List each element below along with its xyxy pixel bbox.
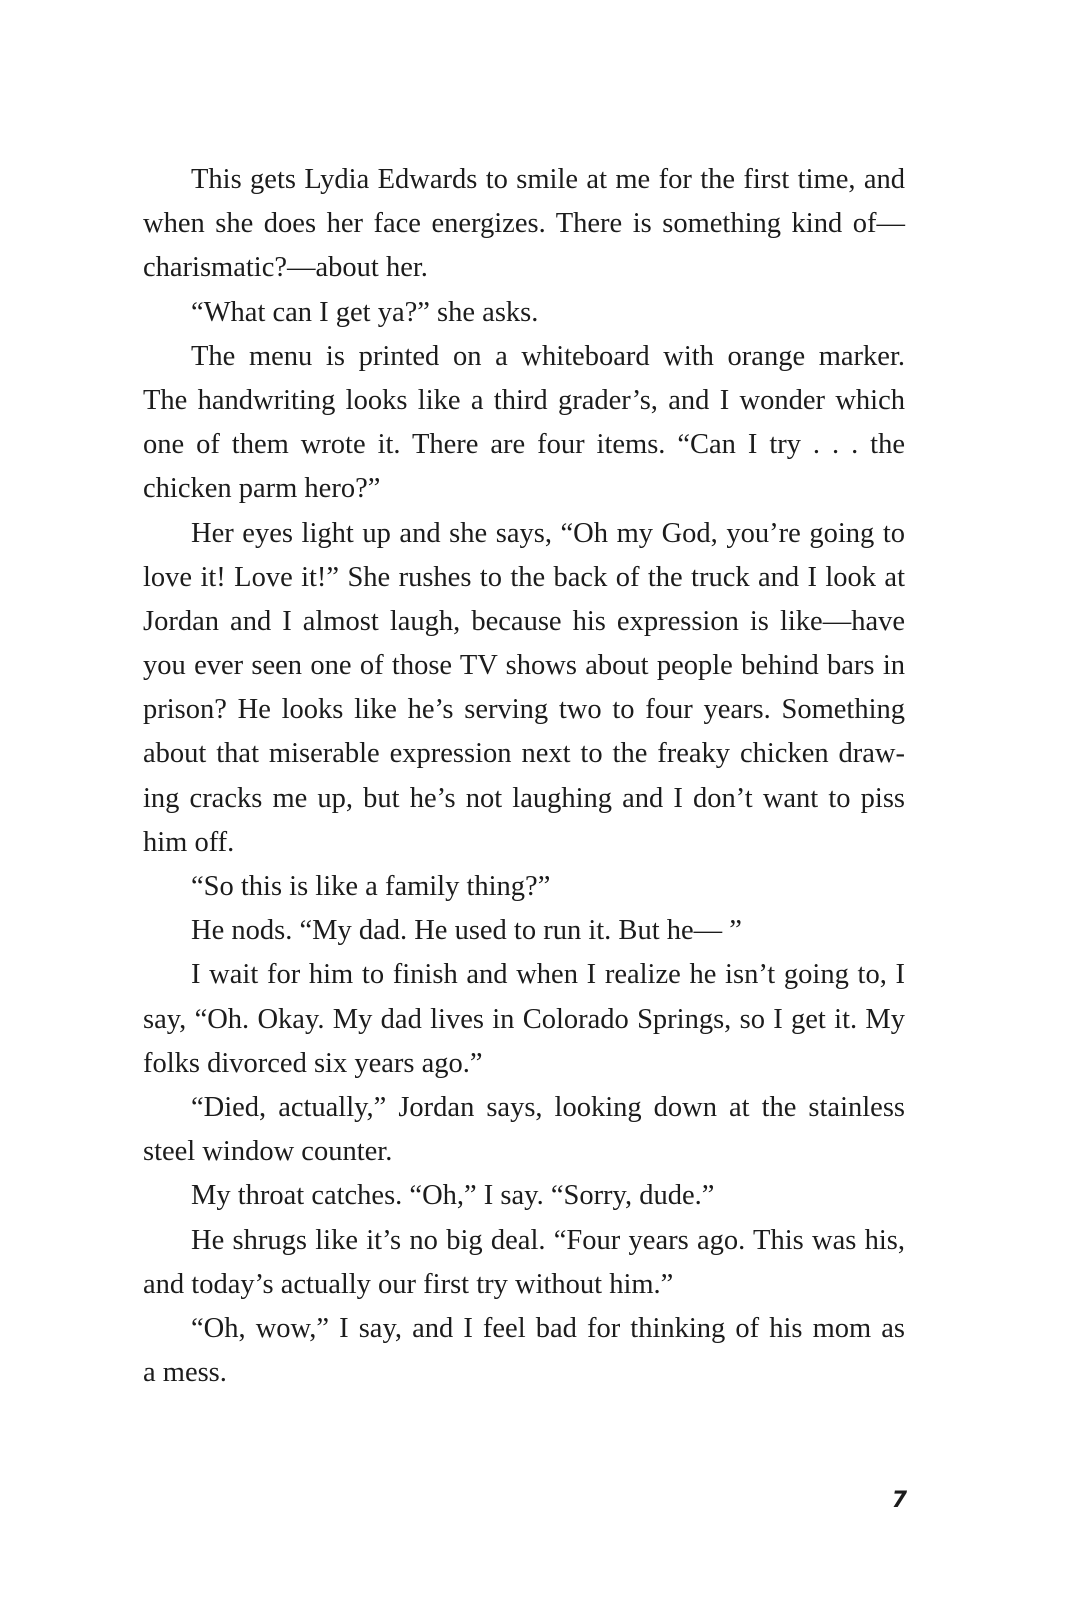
text-line: one of them wrote it. There are four items. “Can I try . . . the bbox=[143, 429, 905, 461]
text-line: prison? He looks like he’s serving two to four years. Something bbox=[143, 694, 905, 726]
text-line: ing cracks me up, but he’s not laughing and I don’t want to piss bbox=[143, 782, 905, 814]
text-line: He nods. “My dad. He used to run it. But he— ” bbox=[191, 915, 742, 947]
text-line: him off. bbox=[143, 826, 235, 858]
text-line: love it! Love it!” She rushes to the back of the truck and I look at bbox=[143, 561, 905, 593]
text-line: “Died, actually,” Jordan says, looking down at the stainless bbox=[191, 1091, 905, 1123]
text-line: steel window counter. bbox=[143, 1136, 393, 1168]
text-line: chicken parm hero?” bbox=[143, 473, 381, 505]
text-line: I wait for him to finish and when I realize he isn’t going to, I bbox=[191, 959, 905, 991]
text-line: a mess. bbox=[143, 1357, 227, 1389]
text-line: The handwriting looks like a third grader’s, and I wonder which bbox=[143, 384, 905, 416]
body-text bbox=[143, 158, 905, 1395]
text-line: about that miserable expression next to the freaky chicken draw- bbox=[143, 738, 905, 770]
text-line: and today’s actually our first try without him.” bbox=[143, 1268, 674, 1300]
text-line: Her eyes light up and she says, “Oh my God, you’re going to bbox=[191, 517, 905, 549]
text-line: you ever seen one of those TV shows about people behind bars in bbox=[143, 650, 905, 682]
page-number: 7 bbox=[891, 1488, 907, 1513]
text-line: “Oh, wow,” I say, and I feel bad for thinking of his mom as bbox=[191, 1312, 905, 1344]
text-line: He shrugs like it’s no big deal. “Four years ago. This was his, bbox=[191, 1224, 905, 1256]
text-line: “So this is like a family thing?” bbox=[191, 871, 551, 902]
text-line: Jordan and I almost laugh, because his expression is like—have bbox=[143, 605, 905, 637]
text-line: folks divorced six years ago.” bbox=[143, 1047, 483, 1079]
text-line: when she does her face energizes. There is something kind of— bbox=[143, 208, 905, 240]
text-line: This gets Lydia Edwards to smile at me for the first time, and bbox=[191, 164, 905, 195]
text-line: The menu is printed on a whiteboard with orange marker. bbox=[191, 340, 905, 372]
text-line: “What can I get ya?” she asks. bbox=[191, 296, 539, 328]
text-line: charismatic?—about her. bbox=[143, 252, 428, 284]
text-line: say, “Oh. Okay. My dad lives in Colorado Springs, so I get it. My bbox=[143, 1003, 905, 1035]
text-line: My throat catches. “Oh,” I say. “Sorry, dude.” bbox=[191, 1180, 715, 1212]
